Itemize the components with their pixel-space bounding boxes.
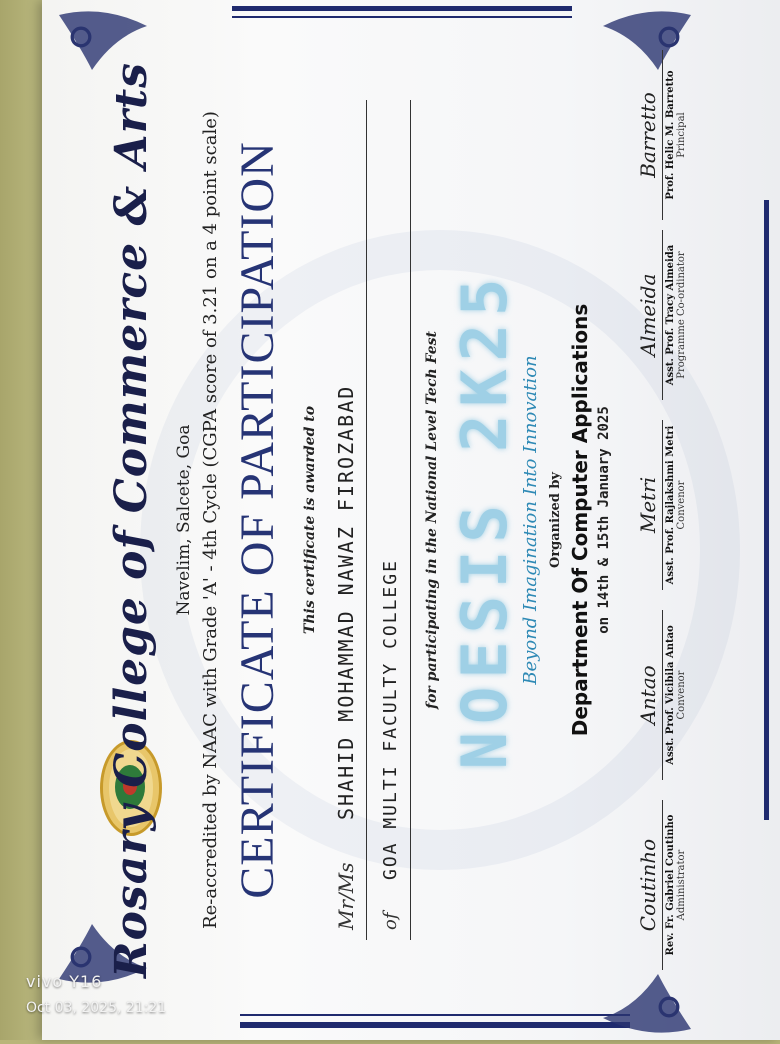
salutation: Mr/Ms (334, 862, 358, 930)
signatory-role: Principal (676, 112, 687, 158)
top-border-band-thin (232, 16, 572, 18)
right-border-band (764, 200, 769, 820)
awarded-text: This certificate is awarded to (302, 405, 318, 635)
department-name: Department Of Computer Applications (568, 303, 592, 737)
fest-tagline: Beyond Imagination Into Innovation (520, 355, 541, 685)
accreditation-line: Re-accredited by NAAC with Grade 'A' - 4th Cycle (CGPA score of 3.21 on a 4 point scale) (200, 111, 221, 929)
signature: Metri (636, 476, 660, 534)
signatory-role: Convenor (676, 480, 687, 530)
certificate-title: CERTIFICATE OF PARTICIPATION (231, 141, 284, 899)
signatory (636, 610, 687, 780)
photo-timestamp: Oct 03, 2025, 21:21 (26, 1000, 167, 1016)
signature: Almeida (636, 273, 660, 357)
signatory (636, 420, 687, 590)
signatory (636, 800, 687, 970)
organized-by: Organized by (548, 472, 563, 568)
participation-text: for participating in the National Level Tech Fest (424, 331, 440, 709)
event-dates: on 14th & 15th January 2025 (596, 406, 612, 634)
bottom-border-band (240, 1022, 630, 1028)
camera-brand: vivo Y16 (26, 972, 103, 991)
top-border-band (232, 6, 572, 11)
signatory-role: Programme Co-ordinator (676, 251, 687, 379)
college-location: Navelim, Salcete, Goa (174, 424, 194, 616)
recipient-line (332, 100, 367, 940)
signatories (636, 50, 706, 970)
bottom-border-band-thin (240, 1014, 630, 1016)
of-label: of (380, 912, 401, 930)
recipient-college-line (378, 100, 411, 940)
college-name: Rosary College of Commerce & Arts (106, 62, 157, 978)
signature: Barretto (636, 92, 660, 178)
signatory-name: Rev. Fr. Gabriel Coutinho (662, 800, 676, 970)
signatory-name: Asst. Prof. Vicibila Antao (662, 610, 676, 780)
signature: Coutinho (636, 838, 660, 932)
signature: Antao (636, 665, 660, 725)
recipient-college: GOA MULTI FACULTY COLLEGE (380, 559, 401, 880)
signatory-name: Asst. Prof. Rajlakshmi Metri (662, 420, 676, 590)
certificate-content (88, 30, 708, 1010)
signatory-role: Convenor (676, 670, 687, 720)
recipient-name: SHAHID MOHAMMAD NAWAZ FIROZABAD (334, 384, 358, 820)
fest-name: NOESIS 2K25 (448, 270, 521, 770)
signatory (636, 230, 687, 400)
signatory (636, 50, 687, 220)
signatory-role: Administrator (676, 849, 687, 921)
signatory-name: Prof. Helic M. Barretto (662, 50, 676, 220)
signatory-name: Asst. Prof. Tracy Almeida (662, 230, 676, 400)
